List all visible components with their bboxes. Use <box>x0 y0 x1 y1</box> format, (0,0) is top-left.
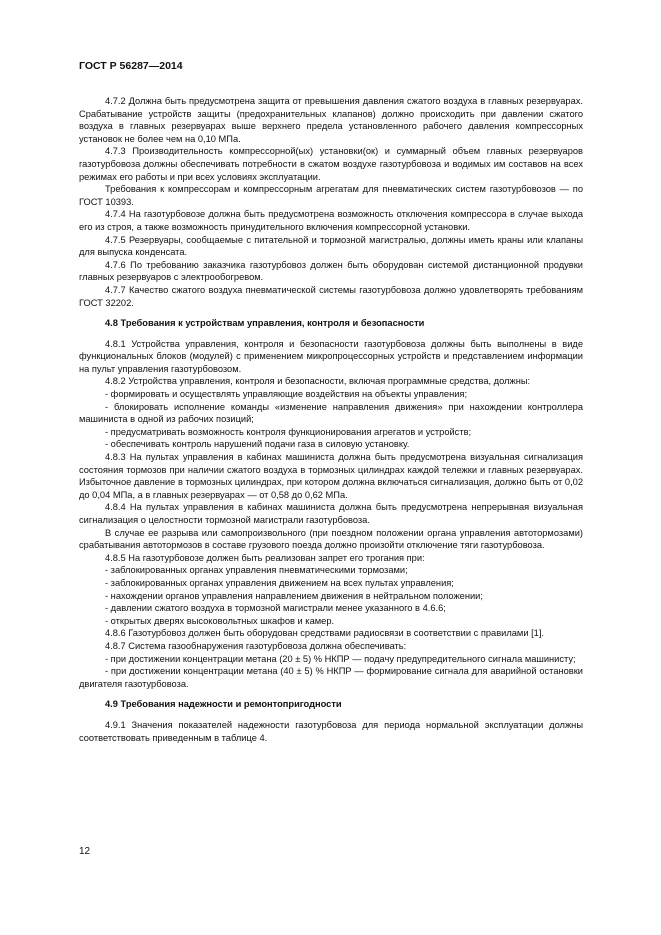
paragraph: - при достижении концентрации метана (20 ± 5) % НКПР — подачу предупредительного сигнала машинисту; <box>105 653 576 664</box>
paragraph: - обеспечивать контроль нарушений подачи газа в силовую установку. <box>105 439 410 450</box>
page-number: 12 <box>79 846 91 857</box>
paragraph: 4.8.2 Устройства управления, контроля и безопасности, включая программные средства, должны: <box>105 376 531 387</box>
paragraph: - заблокированных органах управления пневматическими тормозами; <box>105 565 408 576</box>
paragraph: 4.8.5 На газотурбовозе должен быть реализован запрет его трогания при: <box>105 552 425 563</box>
paragraph: Требования к компрессорам и компрессорным агрегатам для пневматических систем газотурбовозов — по ГОСТ 10393. <box>79 184 583 207</box>
paragraph: 4.9.1 Значения показателей надежности газотурбовоза для периода нормальной эксплуатации должны соответствовать приведенным в таблице 4. <box>79 719 583 743</box>
paragraph: 4.7.3 Производительность компрессорной(ых) установки(ок) и суммарный объем главных резервуаров газотурбовоза должны обеспечивать потребности в сжатом воздухе газотурбовоза и водимых им составов на всех режимах его работы и при всех условиях эксплуатации. <box>79 146 583 182</box>
paragraph: - формировать и осуществлять управляющие воздействия на объекты управления; <box>105 389 468 400</box>
paragraph: 4.7.5 Резервуары, сообщаемые с питательной и тормозной магистралью, должны иметь краны или клапаны для выпуска конденсата. <box>79 234 583 258</box>
paragraph: В случае ее разрыва или самопроизвольного (при поездном положении органа управления автотормозами) срабатывания автотормозов в составе грузового поезда должно произойти отключение тяги газотурбовоза. <box>79 527 583 551</box>
paragraph: 4.7.4 На газотурбовозе должна быть предусмотрена возможность отключения компрессора в случае выхода его из строя, а также возможность принудительного включения компрессорной установки. <box>79 209 583 232</box>
document-body <box>79 95 583 744</box>
section-heading: 4.9 Требования надежности и ремонтопригодности <box>105 699 342 710</box>
paragraph: - давлении сжатого воздуха в тормозной магистрали менее указанного в 4.6.6; <box>105 603 446 614</box>
paragraph: 4.7.7 Качество сжатого воздуха пневматической системы газотурбовоза должно удовлетворять требованиям ГОСТ 32202. <box>79 284 583 308</box>
paragraph: - нахождении органов управления направлением движения в нейтральном положении; <box>105 590 483 601</box>
paragraph: 4.8.6 Газотурбовоз должен быть оборудован средствами радиосвязи в соответствии с правилами [1]. <box>105 628 545 639</box>
paragraph: - блокировать исполнение команды «изменение направления движения» при нахождении контроллера машиниста в одной из рабочих позиций; <box>79 401 583 425</box>
paragraph: 4.8.1 Устройства управления, контроля и безопасности газотурбовоза должны быть выполнены в виде функциональных блоков (модулей) с применением микропроцессорных устройств и представлением информации на пульт управления газотурбовозом. <box>79 338 583 374</box>
paragraph: 4.7.2 Должна быть предусмотрена защита от превышения давления сжатого воздуха в главных резервуарах. Срабатывание устройств защиты (предохранительных клапанов) должно происходить при давлении сжатого воздуха в главных резервуарах выше верхнего предела установленного рабочего давления компрессорных установок не более чем на 0,10 МПа. <box>79 96 583 144</box>
paragraph: 4.8.7 Система газообнаружения газотурбовоза должна обеспечивать: <box>105 640 407 651</box>
paragraph: - при достижении концентрации метана (40 ± 5) % НКПР — формирование сигнала для аварийной остановки двигателя газотурбовоза. <box>79 666 583 689</box>
paragraph: - предусматривать возможность контроля функционирования агрегатов и устройств; <box>105 426 472 437</box>
section-heading: 4.8 Требования к устройствам управления, контроля и безопасности <box>105 318 425 329</box>
document-header: ГОСТ Р 56287—2014 <box>79 60 183 72</box>
paragraph: 4.7.6 По требованию заказчика газотурбовоз должен быть оборудован системой дистанционной продувки главных резервуаров с электрообогревом. <box>79 259 583 283</box>
paragraph: 4.8.3 На пультах управления в кабинах машиниста должна быть предусмотрена визуальная сигнализация состояния тормозов при наличии сжатого воздуха в тормозных цилиндрах каждой тележки и главных резервуарах. Избыточное давление в тормозных цилиндрах, при котором должна включаться сигнализация, должно быть от 0,02 до 0,04 МПа, а в главных резервуарах — от 0,58 до 0,62 МПа. <box>79 452 583 500</box>
paragraph: - заблокированных органах управления движением на всех пультах управления; <box>105 577 454 588</box>
paragraph: - открытых дверях высоковольтных шкафов и камер. <box>105 615 335 626</box>
paragraph: 4.8.4 На пультах управления в кабинах машиниста должна быть предусмотрена непрерывная визуальная сигнализация о целостности тормозной магистрали газотурбовоза. <box>79 502 583 525</box>
